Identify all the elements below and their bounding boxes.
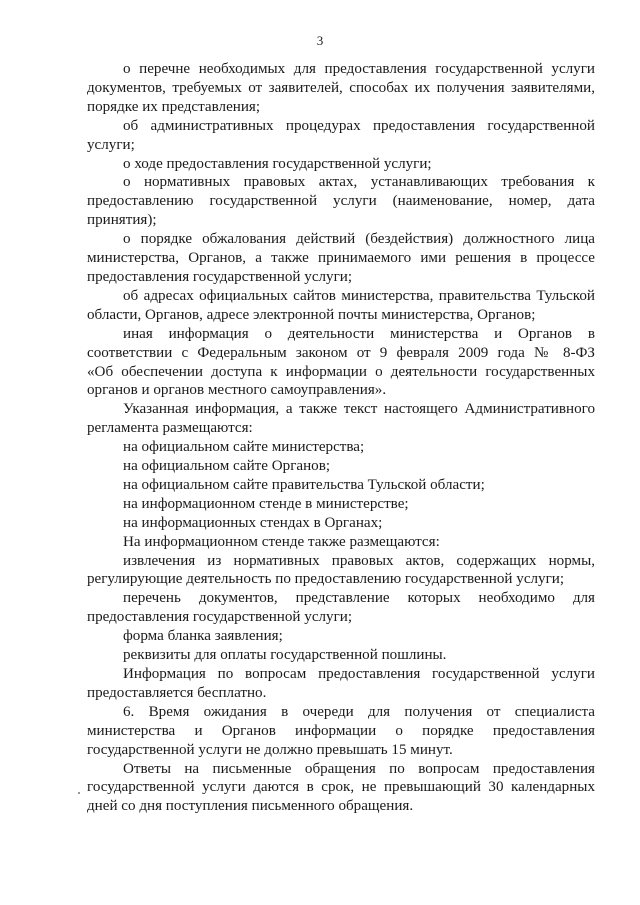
text-line: министерства, Органов, а также принимаемого ими решения в процессе (87, 250, 595, 267)
text-line: органов и органов местного самоуправления». (87, 382, 387, 399)
text-line: на официальном сайте Органов; (123, 458, 331, 475)
text-line: области, Органов, адресе электронной почты министерства, Органов; (87, 306, 536, 323)
text-line: соответствии с Федеральным законом от 9 февраля 2009 года № 8-ФЗ (87, 344, 595, 361)
text-line: «Об обеспечении доступа к информации о деятельности государственных (87, 363, 595, 380)
text-line: государственной услуги не должно превышать 15 минут. (87, 741, 453, 758)
text-line: Указанная информация, а также текст настоящего Административного (123, 401, 595, 418)
text-line: извлечения из нормативных правовых актов, содержащих нормы, (123, 552, 595, 569)
text-line: перечень документов, представление которых необходимо для (123, 590, 595, 607)
text-line: предоставляется бесплатно. (87, 684, 267, 701)
text-line: иная информация о деятельности министерства и Органов в (123, 325, 595, 342)
text-line: предоставлению государственной услуги (наименование, номер, дата (87, 193, 595, 210)
text-line: о перечне необходимых для предоставления государственной услуги (123, 61, 595, 77)
document-body (87, 60, 595, 816)
text-line: реквизиты для оплаты государственной пошлины. (123, 647, 447, 664)
text-line: предоставления государственной услуги; (87, 609, 353, 626)
text-line: Ответы на письменные обращения по вопросам предоставления (123, 760, 595, 777)
text-line: на информационных стендах в Органах; (123, 514, 383, 531)
text-line: принятия); (87, 212, 157, 229)
text-line: о ходе предоставления государственной услуги; (123, 155, 432, 172)
page-number: 3 (316, 33, 324, 48)
text-line: форма бланка заявления; (123, 628, 283, 645)
text-line: документов, требуемых от заявителей, способах их получения заявителями, (87, 79, 595, 96)
text-line: об административных процедурах предоставления государственной (123, 117, 595, 134)
text-line: предоставления государственной услуги; (87, 268, 353, 285)
text-line: регламента размещаются: (87, 420, 253, 437)
text-line: о нормативных правовых актах, устанавливающих требования к (123, 174, 595, 191)
text-line: порядке их представления; (87, 98, 261, 115)
text-line: о порядке обжалования действий (бездействия) должностного лица (123, 231, 595, 248)
text-line: на официальном сайте правительства Тульской области; (123, 476, 485, 493)
text-line: министерства и Органов информации о порядке предоставления (87, 722, 595, 739)
text-line: государственной услуги даются в срок, не превышающий 30 календарных (87, 779, 595, 796)
text-line: на официальном сайте министерства; (123, 439, 365, 456)
text-line: 6. Время ожидания в очереди для получения от специалиста (123, 703, 595, 720)
text-line: дней со дня поступления письменного обращения. (87, 798, 414, 815)
text-line: регулирующие деятельность по предоставлению государственной услуги; (87, 571, 565, 588)
text-line: об адресах официальных сайтов министерства, правительства Тульской (123, 287, 595, 304)
text-line: услуги; (87, 136, 135, 153)
text-line: на информационном стенде в министерстве; (123, 495, 409, 512)
scan-speck (78, 792, 80, 794)
text-line: На информационном стенде также размещаются: (123, 533, 440, 550)
text-line: Информация по вопросам предоставления государственной услуги (123, 666, 595, 682)
